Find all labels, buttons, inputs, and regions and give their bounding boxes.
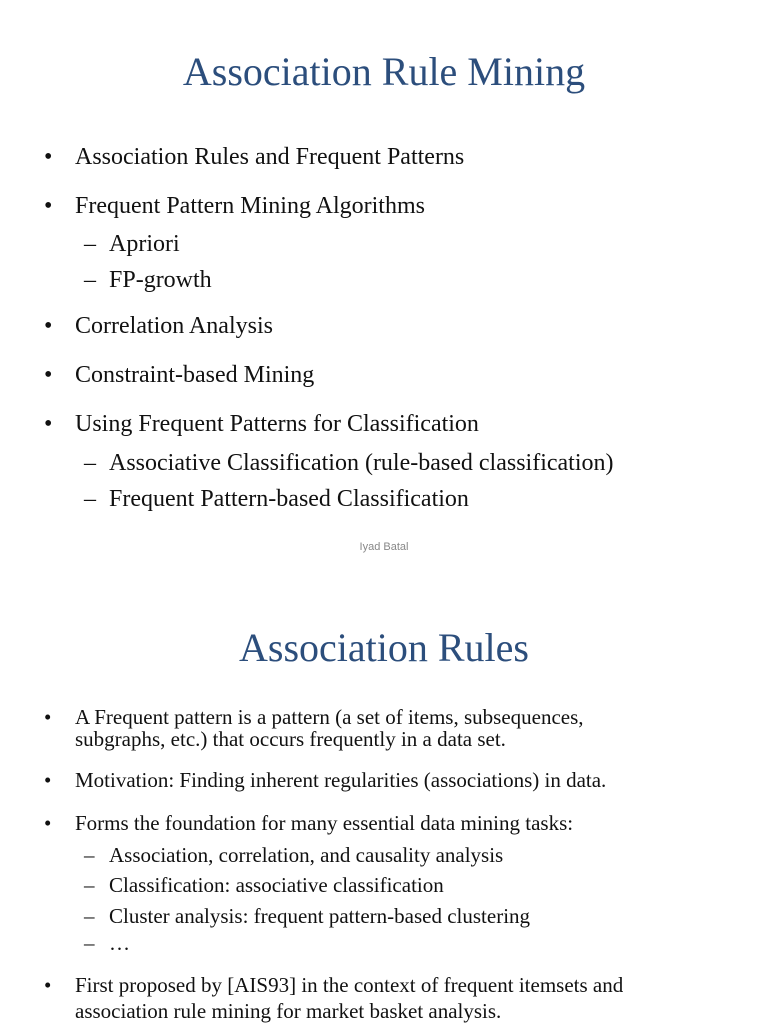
dash-marker: –: [84, 843, 95, 867]
bullet-marker: •: [44, 193, 53, 219]
slide-footer-author: Iyad Batal: [359, 541, 409, 553]
sub-list-item: [0, 265, 768, 295]
list-item: [0, 409, 768, 439]
sub-list-item: [0, 874, 768, 898]
list-item-text: Frequent Pattern Mining Algorithms: [75, 193, 425, 219]
list-item-text: Forms the foundation for many essential data mining tasks:: [75, 811, 574, 835]
list-item-text: Using Frequent Patterns for Classification: [75, 411, 479, 437]
bullet-marker: •: [44, 411, 53, 437]
bullet-marker: •: [44, 144, 53, 170]
list-item: [0, 974, 768, 1022]
dash-marker: –: [84, 267, 96, 293]
list-item-text: Associative Classification (rule-based classification): [109, 450, 614, 476]
list-item-text: …: [109, 931, 130, 955]
dash-marker: –: [84, 931, 95, 955]
list-item: [0, 360, 768, 390]
sub-list-item: [0, 448, 768, 478]
bullet-marker: •: [44, 705, 52, 729]
list-item-text: Cluster analysis: frequent pattern-based clustering: [109, 904, 531, 928]
sub-list-item: [0, 932, 768, 956]
slide-title: Association Rules: [239, 625, 529, 670]
list-item-text: Frequent Pattern-based Classification: [109, 486, 469, 512]
bullet-marker: •: [44, 768, 52, 792]
dash-marker: –: [84, 873, 95, 897]
sub-list-item: [0, 484, 768, 514]
list-item-text: Correlation Analysis: [75, 313, 273, 339]
list-item: [0, 769, 768, 793]
list-item: [0, 812, 768, 836]
list-item-text: Association Rules and Frequent Patterns: [75, 144, 465, 170]
sub-list-item: [0, 844, 768, 868]
bullet-marker: •: [44, 313, 53, 339]
bullet-marker: •: [44, 973, 52, 997]
sub-list-item: [0, 229, 768, 259]
list-item-text-line1: First proposed by [AIS93] in the context of frequent itemsets and: [75, 973, 624, 997]
list-item-text-line2: subgraphs, etc.) that occurs frequently in a data set.: [75, 727, 506, 751]
list-item-text-line2: association rule mining for market basket analysis.: [75, 999, 502, 1023]
list-item-text: FP-growth: [109, 267, 212, 293]
list-item: [0, 706, 768, 754]
list-item: [0, 191, 768, 221]
dash-marker: –: [84, 486, 96, 512]
slide-association-rules: [0, 576, 768, 1024]
list-item-text: Apriori: [109, 231, 180, 257]
dash-marker: –: [84, 231, 96, 257]
slide-title: Association Rule Mining: [182, 49, 586, 94]
list-item-text: Association, correlation, and causality analysis: [109, 843, 504, 867]
bullet-marker: •: [44, 811, 52, 835]
list-item-text: Motivation: Finding inherent regularities (associations) in data.: [75, 768, 607, 792]
list-item: [0, 311, 768, 341]
dash-marker: –: [84, 450, 96, 476]
bullet-marker: •: [44, 362, 53, 388]
sub-list-item: [0, 905, 768, 929]
dash-marker: –: [84, 904, 95, 928]
list-item-text: Classification: associative classification: [109, 873, 444, 897]
list-item: [0, 142, 768, 172]
list-item-text-line1: A Frequent pattern is a pattern (a set of items, subsequences,: [75, 705, 584, 729]
list-item-text: Constraint-based Mining: [75, 362, 315, 388]
